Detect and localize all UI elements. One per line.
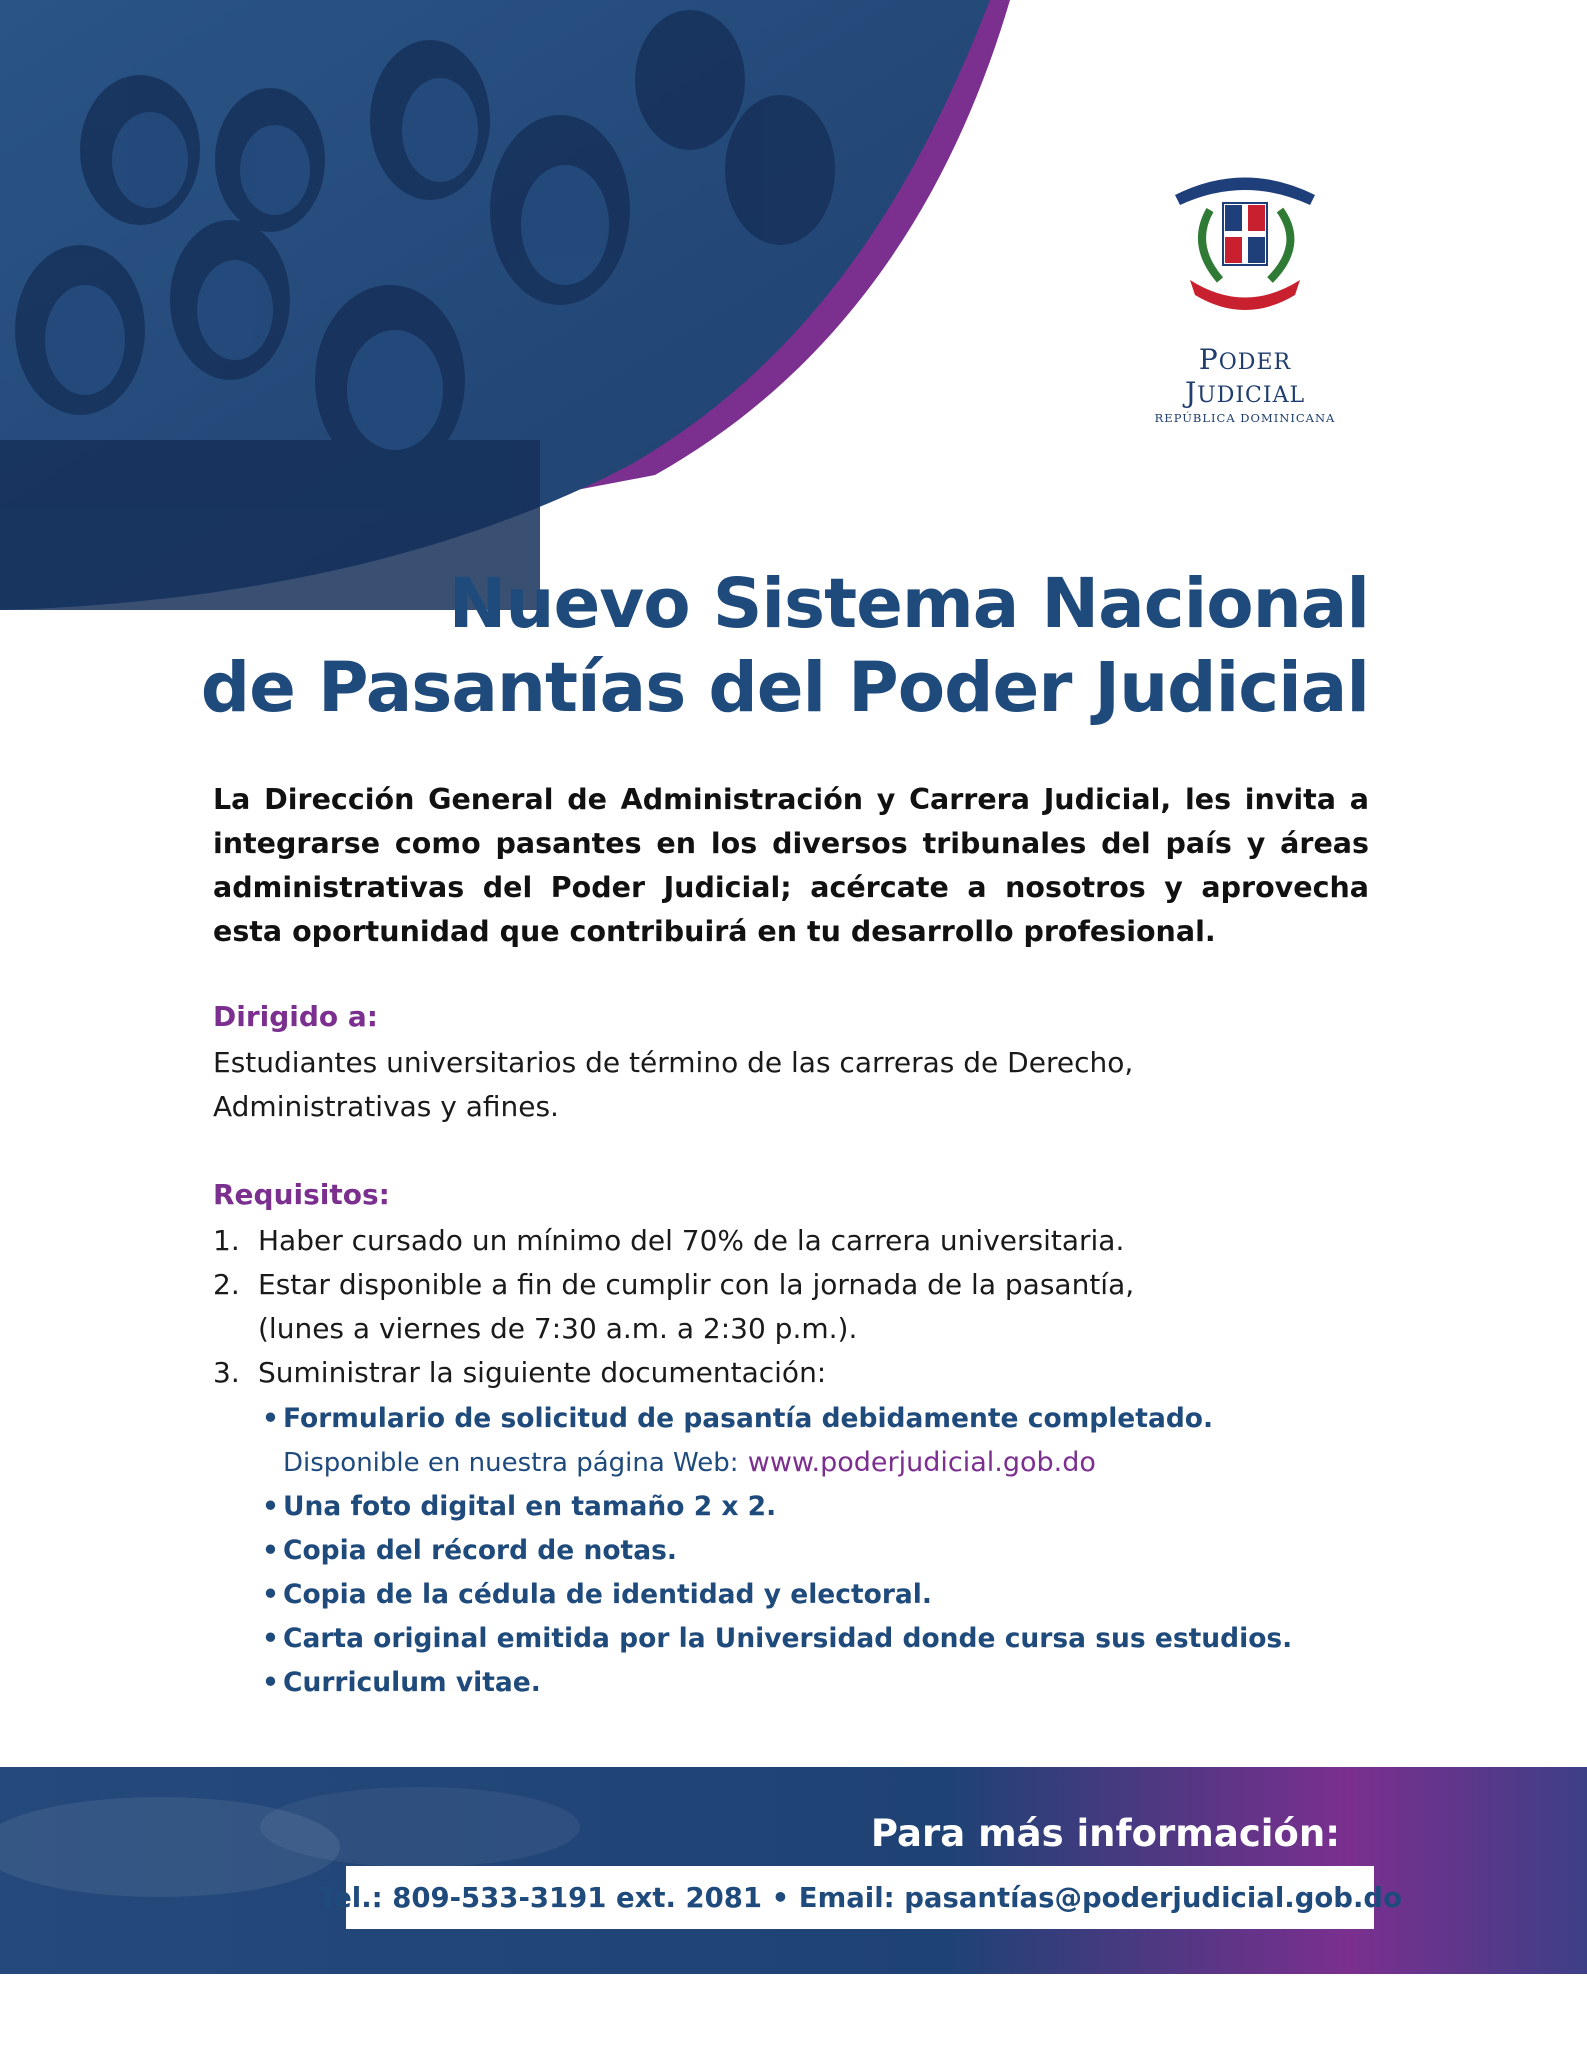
bullet-icon: • [262, 1579, 279, 1610]
bullet-icon: • [262, 1623, 279, 1654]
intro-paragraph: La Dirección General de Administración y Carrera Judicial, les invita a integrarse como pasantes en los diversos tribunales del país y áreas administrativas del Poder Judicial; acércate a nosotros y aprovecha esta oportunidad que contribuirá en tu desarrollo profesional. [213, 783, 1369, 948]
list-item: • Curriculum vitae. [262, 1661, 1322, 1705]
requirements-list [213, 1219, 1373, 1395]
poder-judicial-logo [1150, 165, 1340, 425]
documents-list [262, 1397, 1322, 1705]
logo-subtitle: REPÚBLICA DOMINICANA [1154, 411, 1336, 425]
list-item: • Copia de la cédula de identidad y electoral. [262, 1573, 1322, 1617]
list-item: • Formulario de solicitud de pasantía debidamente completado. Disponible en nuestra página Web: www.poderjudicial.gob.do [262, 1397, 1322, 1485]
bullet-icon: • [262, 1491, 279, 1522]
list-item: 2. Estar disponible a fin de cumplir con la jornada de la pasantía, (lunes a viernes de 7:30 a.m. a 2:30 p.m.). [213, 1268, 1135, 1345]
website-link[interactable]: www.poderjudicial.gob.do [747, 1447, 1096, 1478]
list-item: • Carta original emitida por la Universidad donde cursa sus estudios. [262, 1617, 1322, 1661]
title-line-2: de Pasantías del Poder Judicial [200, 648, 1369, 728]
logo-name: PODER JUDICIAL [1184, 343, 1306, 409]
dirigido-label: Dirigido a: [213, 1000, 379, 1033]
bullet-icon: • [262, 1667, 279, 1698]
requisitos-label: Requisitos: [213, 1178, 390, 1211]
coat-of-arms-icon [1165, 165, 1325, 335]
title-line-1: Nuevo Sistema Nacional [448, 564, 1369, 644]
footer-title: Para más información: [870, 1812, 1340, 1855]
hero-photo-banner [0, 0, 1587, 640]
list-item: • Copia del récord de notas. [262, 1529, 1322, 1573]
list-item: 1. Haber cursado un mínimo del 70% de la carrera universitaria. [213, 1224, 1125, 1257]
dirigido-text: Estudiantes universitarios de término de las carreras de Derecho, Administrativas y afines. [213, 1046, 1134, 1123]
bullet-icon: • [262, 1535, 279, 1566]
list-item: • Una foto digital en tamaño 2 x 2. [262, 1485, 1322, 1529]
page-title [201, 562, 1369, 730]
list-item: 3. Suministrar la siguiente documentación: [213, 1356, 827, 1389]
bullet-icon: • [262, 1403, 279, 1434]
contact-info: Tel.: 809-533-3191 ext. 2081 • Email: pasantías@poderjudicial.gob.do [346, 1866, 1374, 1929]
